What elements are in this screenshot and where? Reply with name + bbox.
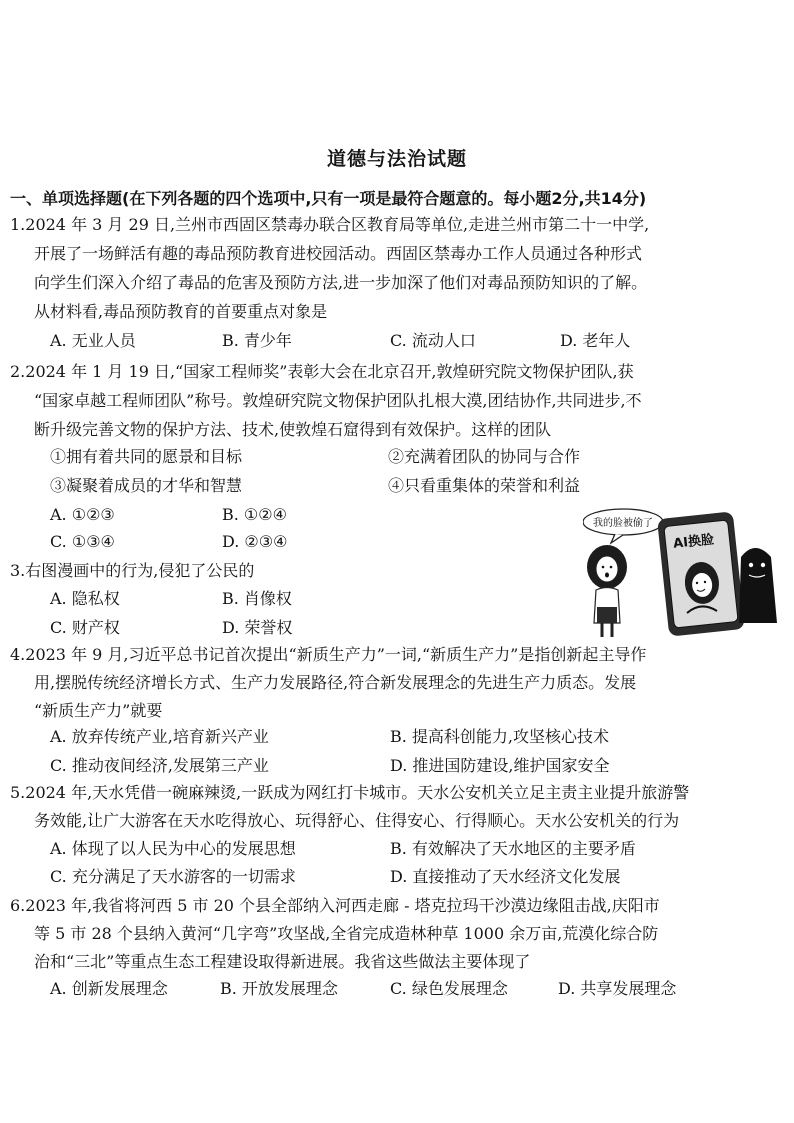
section-header: 一、单项选择题(在下列各题的四个选项中,只有一项是最符合题意的。每小题2分,共14分): [10, 189, 647, 208]
question-1-line-1: 1.2024 年 3 月 29 日,兰州市西固区禁毒办联合区教育局等单位,走进兰州市第二十一中学,: [10, 215, 650, 234]
question-2-option-b: B. ①②④: [222, 505, 287, 524]
phone-screen: [657, 511, 745, 636]
question-1-option-b: B. 青少年: [222, 331, 292, 350]
question-5-number: 5.: [10, 783, 26, 802]
question-2-statement-4: ④只看重集体的荣誉和利益: [388, 476, 581, 495]
question-1-option-d: D. 老年人: [560, 331, 631, 350]
question-2-line-2: “国家卓越工程师团队”称号。敦煌研究院文物保护团队扎根大漠,团结协作,共同进步,不: [34, 391, 642, 410]
question-2-option-c: C. ①③④: [50, 532, 115, 551]
question-5-line-1: 5.2024 年,天水凭借一碗麻辣烫,一跃成为网红打卡城市。天水公安机关立足主责主业提升旅游警: [10, 783, 690, 802]
question-6-option-b: B. 开放发展理念: [220, 979, 338, 998]
question-1-option-a: A. 无业人员: [50, 331, 136, 350]
question-1-option-c: C. 流动人口: [390, 331, 476, 350]
question-6-line-1: 6.2023 年,我省将河西 5 市 20 个县全部纳入河西走廊 - 塔克拉玛干沙漠边缘阻击战,庆阳市: [10, 896, 660, 915]
question-6-line-2: 等 5 市 28 个县纳入黄河“几字弯”攻坚战,全省完成造林种草 1000 余万亩,荒漠化综合防: [34, 924, 659, 943]
question-6-line-3: 治和“三北”等重点生态工程建设取得新进展。我省这些做法主要体现了: [34, 952, 531, 971]
speech-text: 我的脸被偷了: [593, 518, 653, 529]
shadow-figure: [739, 548, 777, 623]
question-2-option-a: A. ①②③: [50, 505, 115, 524]
question-2-statement-1: ①拥有着共同的愿景和目标: [50, 447, 243, 466]
comic-illustration: [583, 505, 783, 640]
question-6-option-c: C. 绿色发展理念: [390, 979, 508, 998]
question-4-option-d: D. 推进国防建设,维护国家安全: [390, 756, 610, 775]
question-5-option-b: B. 有效解决了天水地区的主要矛盾: [390, 839, 636, 858]
question-4-option-c: C. 推动夜间经济,发展第三产业: [50, 756, 269, 775]
question-5-option-d: D. 直接推动了天水经济文化发展: [390, 867, 621, 886]
question-2-option-d: D. ②③④: [222, 532, 288, 551]
question-1-number: 1.: [10, 215, 26, 234]
comic-drawing: [583, 505, 783, 640]
page-title: 道德与法治试题: [326, 148, 467, 170]
question-2-line-3: 断升级完善文物的保护方法、技术,使敦煌石窟得到有效保护。这样的团队: [34, 420, 552, 439]
question-3-option-d: D. 荣誉权: [222, 618, 293, 637]
question-2-number: 2.: [10, 362, 26, 381]
question-6-option-d: D. 共享发展理念: [558, 979, 677, 998]
question-6-option-a: A. 创新发展理念: [50, 979, 168, 998]
shocked-girl-figure: [587, 545, 627, 637]
question-4-option-a: A. 放弃传统产业,培育新兴产业: [50, 727, 269, 746]
question-6-number: 6.: [10, 896, 26, 915]
question-5-option-c: C. 充分满足了天水游客的一切需求: [50, 867, 296, 886]
question-3-option-b: B. 肖像权: [222, 589, 292, 608]
question-3-number: 3.: [10, 561, 26, 580]
question-3-option-a: A. 隐私权: [50, 589, 120, 608]
question-1-line-2: 开展了一场鲜活有趣的毒品预防教育进校园活动。西固区禁毒办工作人员通过各种形式: [34, 244, 643, 263]
question-1-line-3: 向学生们深入介绍了毒品的危害及预防方法,进一步加深了他们对毒品预防知识的了解。: [34, 273, 648, 292]
question-4-line-3: “新质生产力”就要: [34, 701, 163, 720]
screen-label: AI换脸: [672, 532, 715, 552]
question-4-number: 4.: [10, 645, 26, 664]
question-3-line-1: 3.右图漫画中的行为,侵犯了公民的: [10, 561, 255, 580]
question-4-option-b: B. 提高科创能力,攻坚核心技术: [390, 727, 610, 746]
question-2-statement-2: ②充满着团队的协同与合作: [388, 447, 581, 466]
question-4-line-2: 用,摆脱传统经济增长方式、生产力发展路径,符合新发展理念的先进生产力质态。发展: [34, 673, 637, 692]
question-2-statement-3: ③凝聚着成员的才华和智慧: [50, 476, 243, 495]
question-5-option-a: A. 体现了以人民为中心的发展思想: [50, 839, 296, 858]
question-1-line-4: 从材料看,毒品预防教育的首要重点对象是: [34, 302, 328, 321]
question-3-option-c: C. 财产权: [50, 618, 120, 637]
question-2-line-1: 2.2024 年 1 月 19 日,“国家工程师奖”表彰大会在北京召开,敦煌研究院文物保护团队,获: [10, 362, 634, 381]
question-4-line-1: 4.2023 年 9 月,习近平总书记首次提出“新质生产力”一词,“新质生产力”是指创新起主导作: [10, 645, 647, 664]
speech-bubble: [583, 509, 663, 543]
question-5-line-2: 务效能,让广大游客在天水吃得放心、玩得舒心、住得安心、行得顺心。天水公安机关的行为: [34, 811, 680, 830]
